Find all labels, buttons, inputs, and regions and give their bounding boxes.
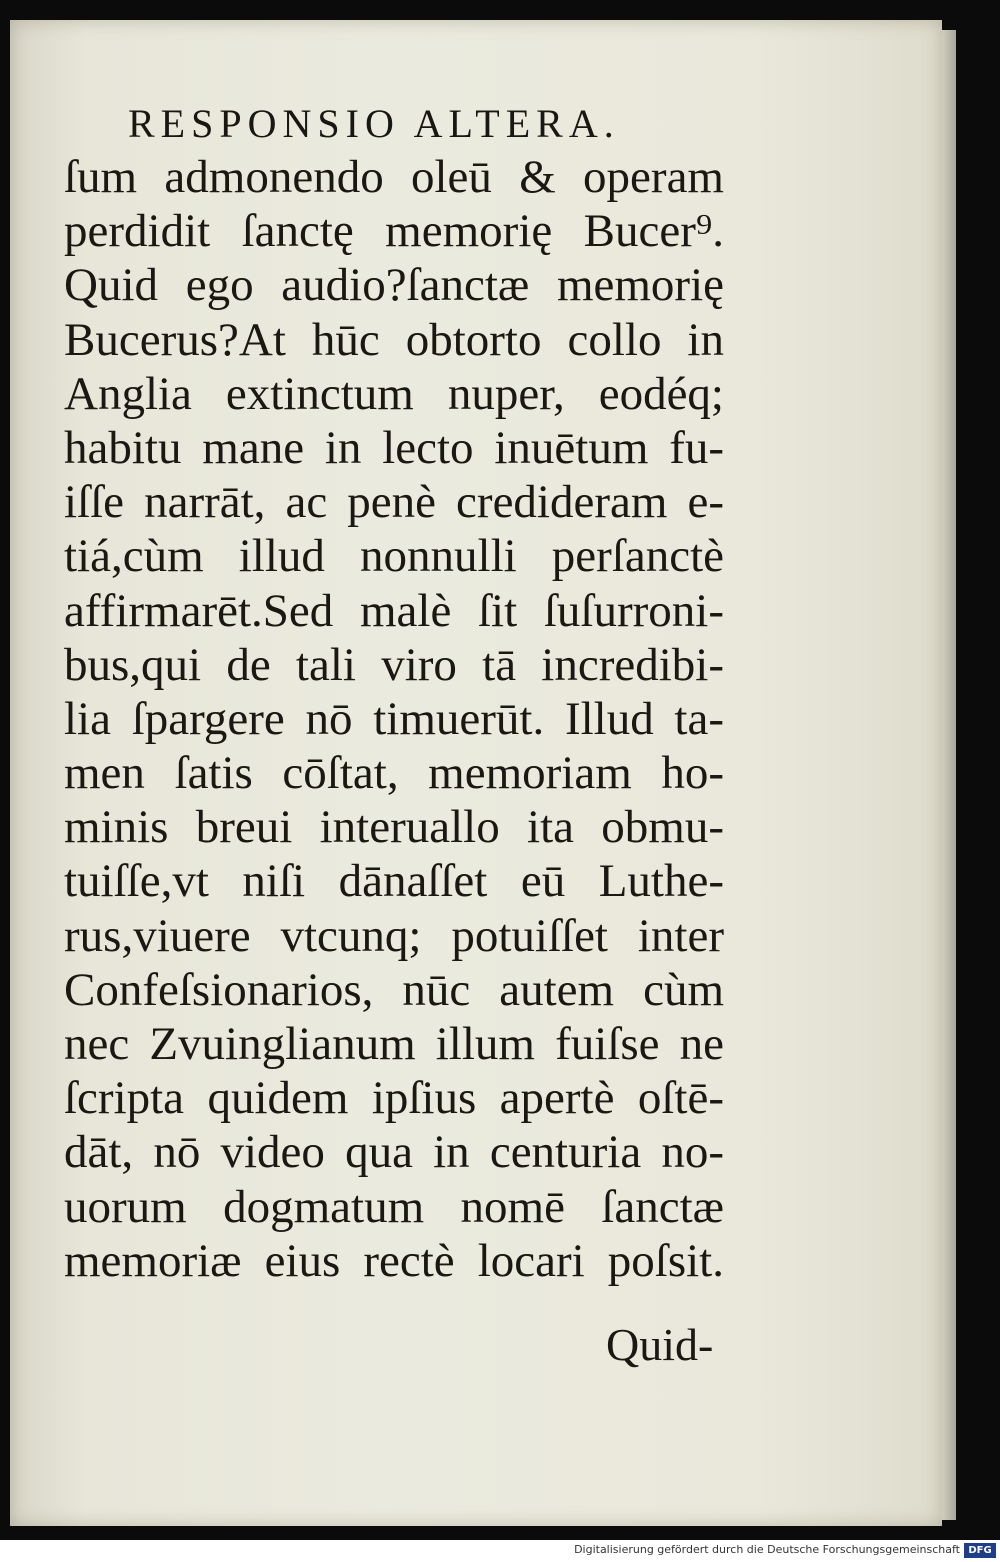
digitization-footer [0, 1540, 1000, 1562]
text-line: men ſatis cōſtat, memoriam ho- [64, 747, 724, 800]
text-line: iſſe narrāt, ac penè credideram e- [64, 476, 724, 529]
text-line: affirmarēt.Sed malè ſit ſuſurroni- [64, 584, 724, 637]
page-edge [942, 30, 956, 1520]
text-line: Anglia extinctum nuper, eodéq; [64, 367, 724, 420]
text-line: lia ſpargere nō timuerūt. Illud ta- [64, 692, 724, 745]
body-text [64, 150, 724, 1288]
funding-credit: Digitalisierung gefördert durch die Deutsche Forschungsgemeinschaft [574, 1543, 960, 1556]
text-line: tiá,cùm illud nonnulli perſanctè [64, 530, 724, 583]
text-line: habitu mane in lecto inuētum fu- [64, 421, 724, 474]
catchword: Quid- [606, 1319, 714, 1370]
text-line: Bucerus?At hūc obtorto collo in [64, 313, 724, 366]
text-line: nec Zvuinglianum illum fuiſse ne [64, 1018, 724, 1070]
text-line: perdidit ſanctę memorię Bucer⁹. [64, 205, 724, 258]
text-line: Quid ego audio?ſanctæ memorię [64, 259, 724, 312]
text-line: ſum admonendo oleū & operam [64, 151, 724, 203]
text-line: bus,qui de tali viro tā incredibi- [64, 638, 724, 691]
text-line: memoriæ eius rectè locari poſsit. [64, 1234, 724, 1287]
text-line: minis breui interuallo ita obmu- [64, 801, 724, 854]
dfg-logo-icon: DFG [964, 1543, 996, 1558]
text-line: ſcripta quidem ipſius apertè oſtē- [64, 1072, 724, 1125]
text-line: tuiſſe,vt niſi dānaſſet eū Luthe- [64, 855, 724, 908]
text-line: uorum dogmatum nomē ſanctæ [64, 1180, 724, 1233]
running-head: RESPONSIO ALTERA. [128, 101, 620, 146]
text-line: Confeſsionarios, nūc autem cùm [64, 963, 724, 1016]
text-line: rus,viuere vtcunq; potuiſſet inter [64, 909, 724, 962]
text-line: dāt, nō video qua in centuria no- [64, 1126, 724, 1179]
